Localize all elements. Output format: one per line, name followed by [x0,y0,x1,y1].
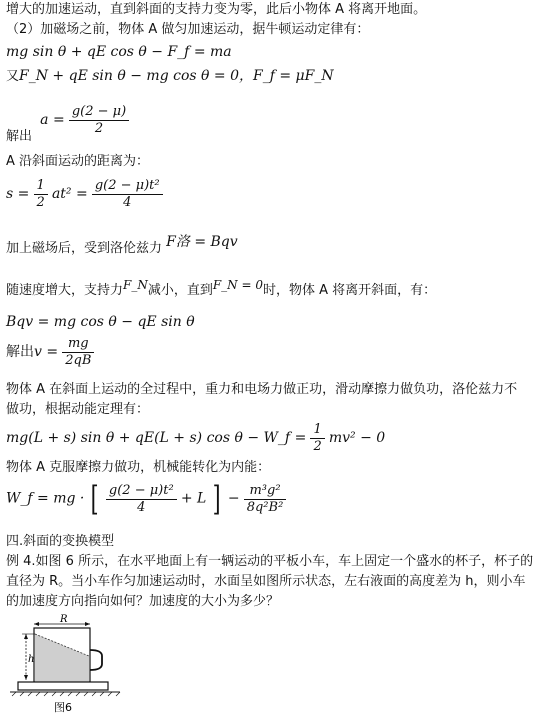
arrow-right-icon [85,622,90,626]
arrow-left-icon [34,622,39,626]
fraction-w2 [244,483,287,516]
eq-w-lhs: W_f = mg · [6,490,85,507]
fraction-v-num: mg [62,336,94,353]
text-line-1: 增大的加速运动，直到斜面的支持力变为零，此后小物体 A 将离开地面。 [6,2,427,17]
label-r: R [60,614,68,625]
figure-caption: 图6 [54,701,72,714]
fraction-w1 [106,483,177,516]
text-distance-intro: A 沿斜面运动的距离为： [6,154,150,169]
fraction-half-den: 2 [36,195,45,210]
fraction-a-denominator: 2 [94,121,104,136]
section-heading: 四.斜面的变换模型 [6,534,115,549]
fraction-energy [310,422,324,455]
equation-velocity [6,336,94,369]
fraction-energy-den: 2 [313,439,322,454]
text-friction: 物体 A 克服摩擦力做功，机械能转化为内能： [6,460,271,475]
cart-body [18,682,108,690]
equation-normal-body: F_N + qE sin θ − mg cos θ = 0，F_f = μF_N [19,68,334,84]
fraction-w2-num: m³g² [244,483,287,500]
eq-fn-zero: F_N = 0 [212,278,264,292]
eq-w-minus: − [227,490,240,507]
text-support-c: 时，物体 A 将离开斜面，有： [263,283,437,298]
text-work-1: 物体 A 在斜面上运动的全过程中，重力和电场力做正功，滑动摩擦力做负功，洛伦兹力不 [6,382,518,397]
equation-bqv: Bqv = mg cos θ − qE sin θ [6,314,195,330]
solve-label: 解出 [6,129,33,144]
arrow-down-icon [24,675,28,680]
equation-newton: mg sin θ + qE cos θ − F_f = ma [6,44,232,60]
fraction-half-num: 1 [34,178,48,195]
equation-acceleration [6,104,129,144]
equation-friction-work [6,479,286,519]
ground-hatch [12,692,120,696]
solve-v-label: 解出 [6,344,34,360]
text-work-2: 做功，根据动能定理有： [6,402,150,417]
fraction-v-den: 2qB [65,353,92,368]
eq-s-mid: at² = [51,186,88,202]
fraction-s-den: 4 [123,195,132,210]
example-line-3: 的加速度方向指向如何？加速度的大小为多少？ [6,594,280,609]
water-body [35,634,89,681]
example-line-1: 例 4.如图 6 所示，在水平地面上有一辆运动的平板小车，车上固定一个盛水的杯子，杯子的 [6,554,534,569]
equation-energy [6,422,385,455]
example-line-2: 直径为 R。当小车作匀加速运动时，水面呈如图所示状态，左右液面的高度差为 h，则小车 [6,574,526,589]
eq-a-lhs: a = [40,112,65,128]
text-support-a: 随速度增大，支持力 [6,283,124,298]
text-lorentz-label: 加上磁场后，受到洛伦兹力 [6,241,163,256]
prefix-you: 又 [6,69,20,84]
fraction-v [62,336,94,369]
eq-energy-a: mg(L + s) sin θ + qE(L + s) cos θ − W_f = [6,430,307,446]
text-line-2: （2）加磁场之前，物体 A 做匀加速运动，据牛顿运动定律有： [6,22,370,37]
equation-normal-force [6,68,334,85]
eq-v-lhs: v = [34,344,59,360]
equation-distance [6,178,163,211]
bracket-left: [ [91,479,100,519]
text-support-b: 减小，直到 [147,283,213,298]
fraction-s [92,178,163,211]
eq-energy-b: mv² − 0 [328,430,386,446]
cup-handle [90,650,102,670]
fraction-w1-den: 4 [137,499,146,515]
fraction-a-numerator: g(2 − μ) [69,104,129,121]
fraction-s-num: g(2 − μ)t² [92,178,163,195]
figure-cart-cup [8,612,138,716]
eq-s-lhs: s = [6,186,30,202]
bracket-right: ] [213,479,222,519]
fraction-w2-den: 8q²B² [246,499,284,515]
eq-lorentz: F洛 = Bqv [166,234,238,250]
eq-w-plus: + L [180,490,207,507]
fraction-a [69,104,129,137]
fraction-half [34,178,48,211]
text-lorentz [6,234,238,257]
eq-fn: F_N [123,278,148,292]
fraction-energy-num: 1 [310,422,324,439]
arrow-up-icon [24,634,28,639]
fraction-w1-num: g(2 − μ)t² [106,483,177,500]
label-h: h [28,654,35,665]
text-support-force [6,278,437,299]
